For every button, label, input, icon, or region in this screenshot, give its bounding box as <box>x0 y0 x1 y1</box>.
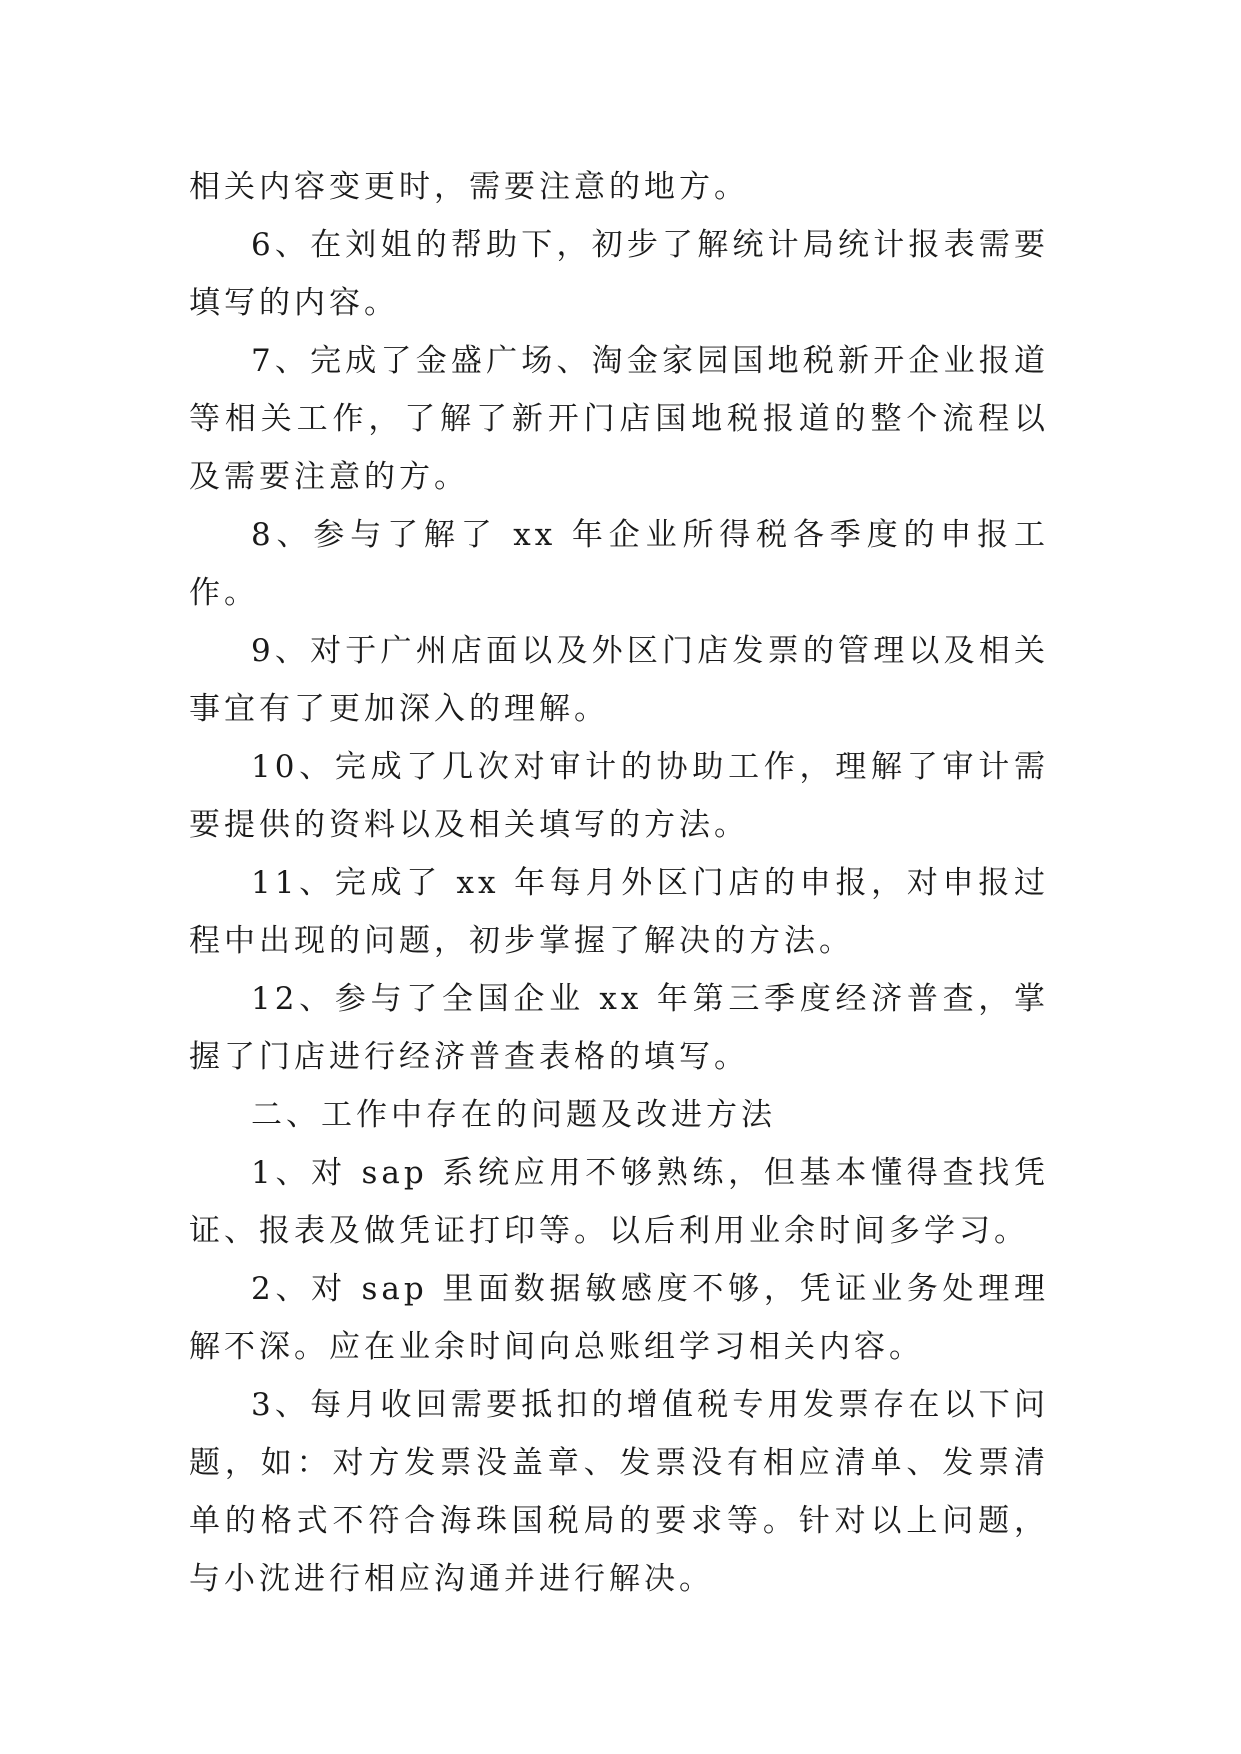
paragraph-item-10: 10、完成了几次对审计的协助工作，理解了审计需要提供的资料以及相关填写的方法。 <box>189 749 1049 843</box>
paragraph-item-6: 6、在刘姐的帮助下，初步了解统计局统计报表需要填写的内容。 <box>189 227 1049 321</box>
paragraph-problem-3: 3、每月收回需要抵扣的增值税专用发票存在以下问题，如：对方发票没盖章、发票没有相应清单、发票清单的格式不符合海珠国税局的要求等。针对以上问题，与小沈进行相应沟通并进行解决。 <box>189 1387 1049 1597</box>
document-body <box>189 158 1049 1608</box>
paragraph-item-11: 11、完成了 xx 年每月外区门店的申报，对申报过程中出现的问题，初步掌握了解决的方法。 <box>189 865 1049 959</box>
paragraph-continuation: 相关内容变更时，需要注意的地方。 <box>189 169 749 205</box>
section-heading-problems: 二、工作中存在的问题及改进方法 <box>251 1097 776 1133</box>
paragraph-item-9: 9、对于广州店面以及外区门店发票的管理以及相关事宜有了更加深入的理解。 <box>189 633 1049 727</box>
paragraph-item-8: 8、参与了解了 xx 年企业所得税各季度的申报工作。 <box>189 517 1049 611</box>
paragraph-item-12: 12、参与了全国企业 xx 年第三季度经济普查，掌握了门店进行经济普查表格的填写。 <box>189 981 1049 1075</box>
paragraph-item-7: 7、完成了金盛广场、淘金家园国地税新开企业报道等相关工作，了解了新开门店国地税报道的整个流程以及需要注意的方。 <box>189 343 1049 495</box>
paragraph-problem-2: 2、对 sap 里面数据敏感度不够，凭证业务处理理解不深。应在业余时间向总账组学习相关内容。 <box>189 1271 1049 1365</box>
paragraph-problem-1: 1、对 sap 系统应用不够熟练，但基本懂得查找凭证、报表及做凭证打印等。以后利用业余时间多学习。 <box>189 1155 1049 1249</box>
